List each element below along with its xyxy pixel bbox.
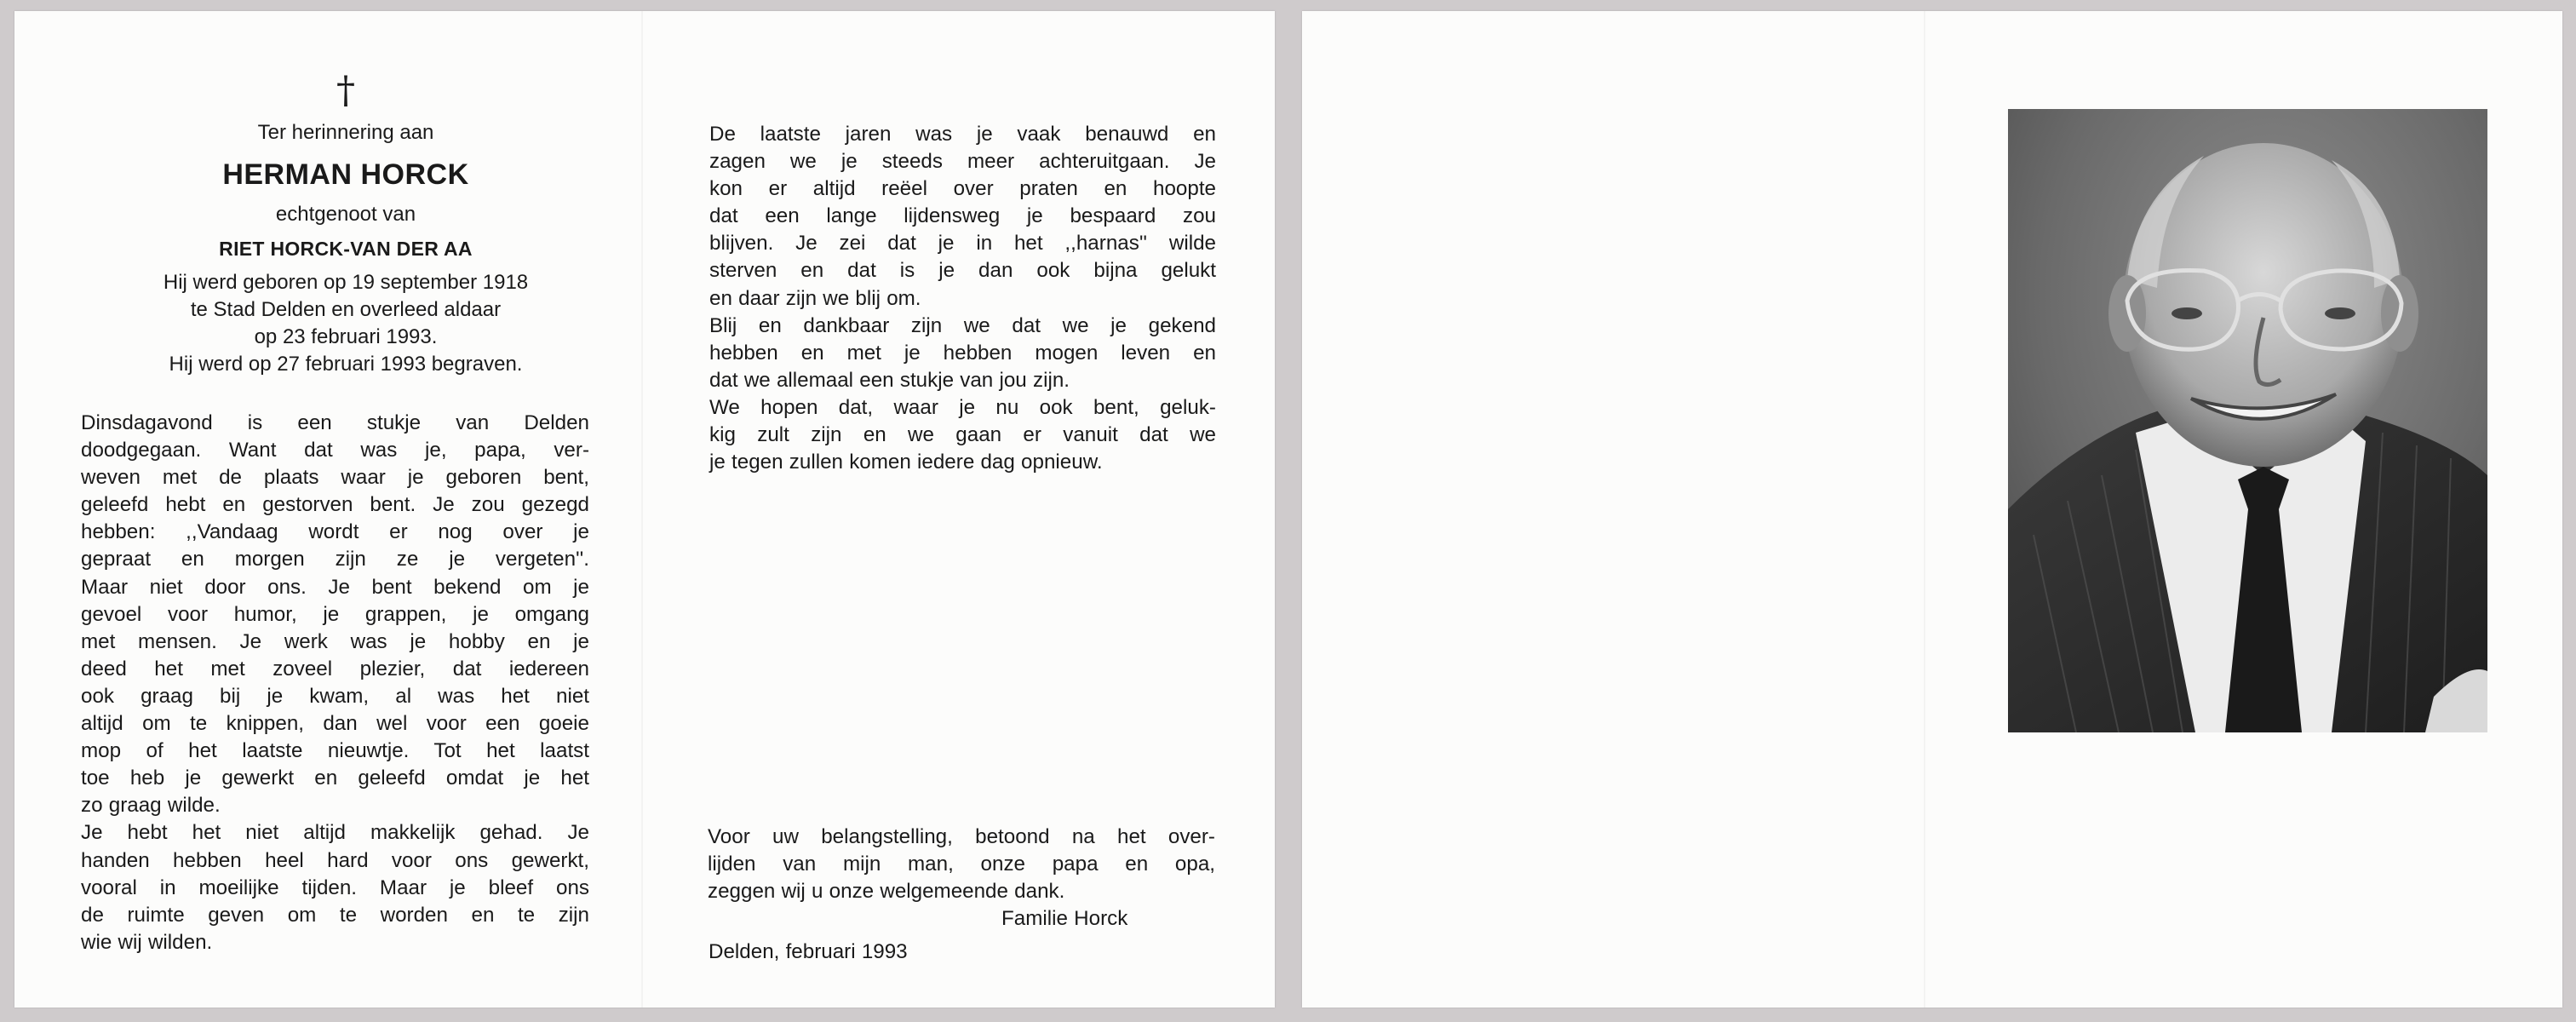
text-line: Dinsdagavond is een stukje van Delden xyxy=(81,411,589,434)
text-line: kig zult zijn en we gaan er vanuit dat we xyxy=(709,423,1216,447)
portrait-illustration xyxy=(2008,109,2487,732)
place-date-line: Delden, februari 1993 xyxy=(709,940,908,963)
text-line: met mensen. Je werk was je hobby en je xyxy=(81,629,589,653)
text-line: kon er altijd reëel over praten en hoopte xyxy=(709,177,1216,201)
signature-line: Familie Horck xyxy=(1001,907,1128,930)
family-signature xyxy=(1001,905,1223,933)
second-column-text xyxy=(709,121,1216,476)
text-line: Voor uw belangstelling, betoond na het over- xyxy=(708,825,1215,848)
text-line: lijden van mijn man, onze papa en opa, xyxy=(708,853,1215,876)
text-line: zo graag wilde. xyxy=(81,794,221,818)
text-line: dat een lange lijdensweg je bespaard zou xyxy=(709,204,1216,228)
text-line: sterven en dat is je dan ook bijna gelukt xyxy=(709,259,1216,283)
text-line: mop of het laatste nieuwtje. Tot het laatst xyxy=(81,739,589,763)
text-line: deed het met zoveel plezier, dat iedereen xyxy=(81,657,589,680)
text-line: De laatste jaren was je vaak benauwd en xyxy=(709,123,1216,146)
fold-line xyxy=(1924,11,1925,1008)
text-line: gevoel voor humor, je grappen, je omgang xyxy=(81,602,589,626)
text-line: weven met de plaats waar je geboren bent, xyxy=(81,466,589,490)
text-line: hebben: ,,Vandaag wordt er nog over je xyxy=(81,520,589,544)
text-line: blijven. Je zei dat je in het ,,harnas'' wilde xyxy=(709,232,1216,256)
text-line: de ruimte geven om te worden en te zijn xyxy=(81,903,589,927)
text-line: dat we allemaal een stukje van jou zijn. xyxy=(709,368,1070,392)
text-line: geleefd hebt en gestorven bent. Je zou gezegd xyxy=(81,493,589,517)
text-line: Blij en dankbaar zijn we dat we je gekend xyxy=(709,313,1216,337)
spouse-name: RIET HORCK-VAN DER AA xyxy=(219,238,473,260)
birth-line: te Stad Delden en overleed aldaar xyxy=(190,298,502,321)
spouse-prefix: echtgenoot van xyxy=(275,203,416,226)
birth-line: Hij werd op 27 februari 1993 begraven. xyxy=(169,353,523,376)
text-line: We hopen dat, waar je nu ook bent, geluk- xyxy=(709,395,1216,419)
text-line: hebben en met je hebben mogen leven en xyxy=(709,341,1216,365)
text-line: doodgegaan. Want dat was je, papa, ver- xyxy=(81,439,589,462)
text-line: vooral in moeilijke tijden. Maar je bleef ons xyxy=(81,876,589,899)
memorial-card-text-side xyxy=(14,11,1275,1008)
memorial-card-photo-side xyxy=(1302,11,2562,1008)
thanks-text xyxy=(708,824,1215,905)
text-line: en daar zijn we blij om. xyxy=(709,286,921,310)
tribute-text xyxy=(81,410,589,956)
text-line: zeggen wij u onze welgemeende dank. xyxy=(708,880,1065,904)
text-line: toe heb je gewerkt en geleefd omdat je het xyxy=(81,766,589,790)
birth-line: op 23 februari 1993. xyxy=(254,325,438,348)
text-line: handen hebben heel hard voor ons gewerkt, xyxy=(81,848,589,872)
text-line: wie wij wilden. xyxy=(81,930,213,954)
text-line: altijd om te knippen, dan wel voor een goeie xyxy=(81,712,589,736)
cross-icon: † xyxy=(336,69,355,112)
birth-death-block xyxy=(90,269,601,378)
portrait-photo xyxy=(2008,109,2487,732)
text-line: gepraat en morgen zijn ze je vergeten''. xyxy=(81,548,589,571)
text-line: Maar niet door ons. Je bent bekend om je xyxy=(81,575,589,599)
place-date xyxy=(709,939,1049,966)
text-line: zagen we je steeds meer achteruitgaan. Je xyxy=(709,150,1216,174)
text-line: ook graag bij je kwam, al was het niet xyxy=(81,684,589,708)
text-line: Je hebt het niet altijd makkelijk gehad. Je xyxy=(81,821,589,845)
deceased-name: HERMAN HORCK xyxy=(222,158,469,191)
birth-line: Hij werd geboren op 19 september 1918 xyxy=(163,271,529,294)
text-line: je tegen zullen komen iedere dag opnieuw. xyxy=(709,451,1103,474)
fold-line xyxy=(641,11,643,1008)
remembrance-label: Ter herinnering aan xyxy=(257,121,434,144)
